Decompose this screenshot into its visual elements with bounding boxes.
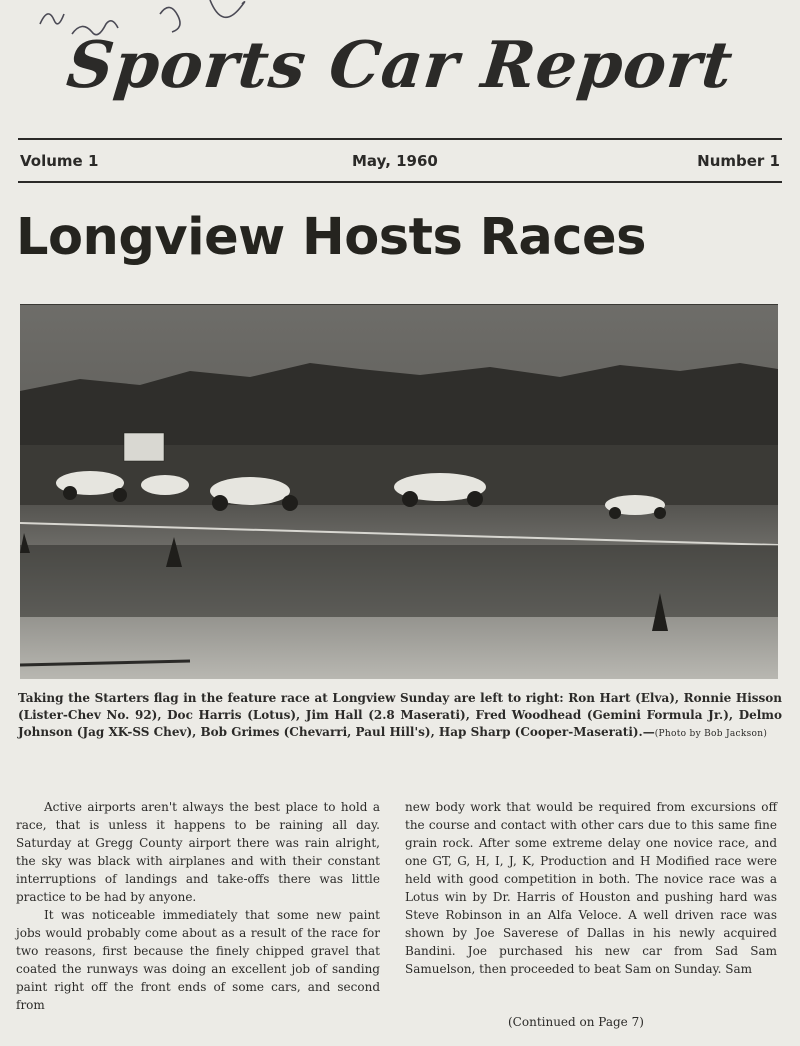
article-paragraph: new body work that would be required from excursions off the course and contact with other cars due to this same fine grain rock. After some extreme delay one novice race, and one GT, G, H, I, J, K, Production and H Modified race were held with good competition in both. The novice race was a Lotus win by Dr. Harris of Houston and pushing hard was Steve Robinson in an Alfa Veloce. A well driven race was shown by Joe Saverese of Dallas in his newly acquired Bandini. Joe purchased his new car from Sad Sam Samuelson, then proceeded to beat Sam on Sunday. Sam <box>405 800 777 976</box>
masthead-rule-bottom <box>18 181 782 183</box>
masthead-title: Sports Car Report <box>63 28 737 103</box>
article-paragraph: It was noticeable immediately that some new paint jobs would probably come about as a result of the race for two reasons, first because the finely chipped gravel that coated the runways was doing an excellent job of sanding paint right off the front ends of some cars, and second from <box>16 908 380 1012</box>
article-column-right <box>405 798 777 978</box>
photo-caption: Taking the Starters flag in the feature race at Longview Sunday are left to right: Ron Hart (Elva), Ronnie Hisson (Lister-Chev No. 92), Doc Harris (Lotus), Jim Hall (2.8 Maserati), Fred Woodhead (Gemini Formula Jr.), Delmo Johnson (Jag XK-SS Chev), Bob Grimes (Chevarri, Paul Hill's), Hap Sharp (Cooper-Maserati).—(Photo by Bob Jackson) <box>18 691 782 739</box>
race-photo-image <box>20 305 778 679</box>
photo-caption-text: Taking the Starters flag in the feature race at Longview Sunday are left to right: Ron Hart (Elva), Ronnie Hisson (Lister-Chev No. 92), Doc Harris (Lotus), Jim Hall (2.8 Maserati), Fred Woodhead (Gemini Formula Jr.), Delmo Johnson (Jag XK-SS Chev), Bob Grimes (Chevarri, Paul Hill's), Hap Sharp (Cooper-Maserati). <box>18 691 782 739</box>
article-column-left <box>16 798 380 1014</box>
issue-volume: Volume 1 <box>20 152 99 170</box>
masthead-rule-top <box>18 138 782 140</box>
issue-number: Number 1 <box>697 152 780 170</box>
photo-credit: (Photo by Bob Jackson) <box>654 729 768 739</box>
issue-date: May, 1960 <box>352 152 438 170</box>
continued-note: (Continued on Page 7) <box>508 1015 644 1029</box>
race-photo <box>20 304 778 679</box>
article-paragraph: Active airports aren't always the best place to hold a race, that is unless it happens to be raining all day. Saturday at Gregg County airport there was rain alright, the sky was black with airplanes and with their constant interruptions of landings and take-offs there was little practice to be had by anyone. <box>16 800 380 904</box>
headline: Longview Hosts Races <box>16 208 646 267</box>
issue-info-row <box>18 150 782 176</box>
